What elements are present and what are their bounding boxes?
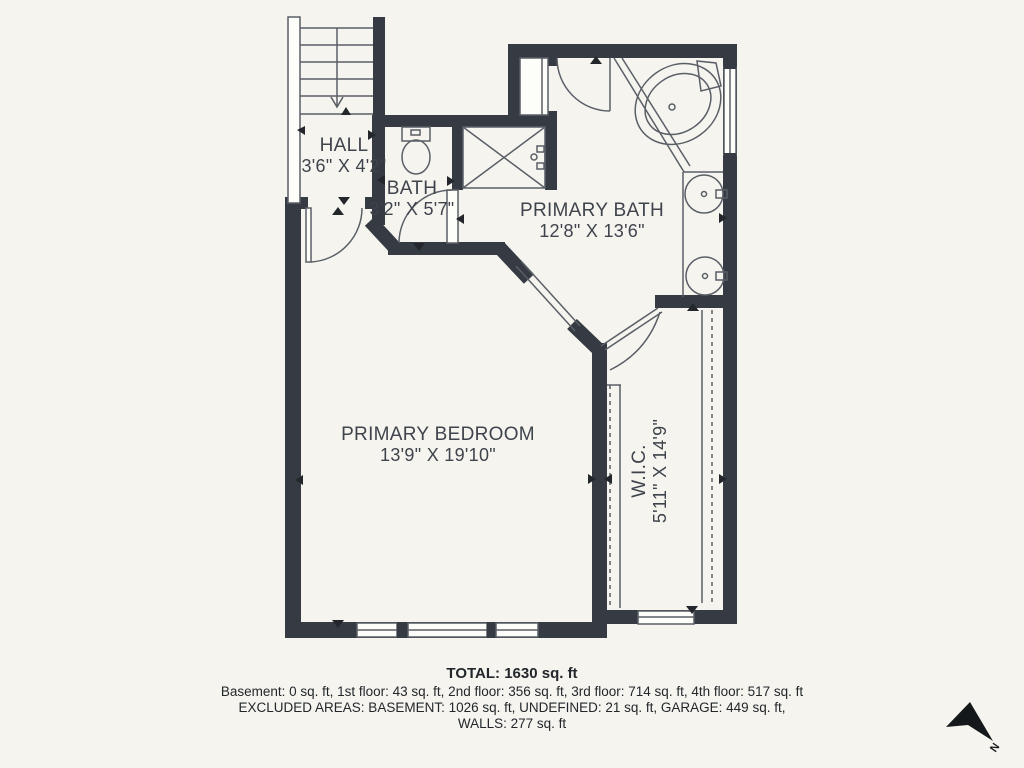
room-label-primary-bath (520, 200, 664, 242)
north-label: N (986, 740, 1002, 754)
room-dimensions: 13'9" X 19'10" (380, 445, 496, 465)
room-name: W.I.C. (629, 444, 650, 498)
window-mullion (397, 622, 408, 638)
window-mullion (487, 622, 496, 638)
entry-niche (520, 58, 548, 115)
floor-areas: Basement: 0 sq. ft, 1st floor: 43 sq. ft, 2nd floor: 356 sq. ft, 3rd floor: 714 sq. ft, 4th floor: 517 sq. ft (220, 684, 804, 699)
sink-icon (686, 257, 724, 295)
room-label-wic (629, 419, 671, 523)
bedroom-window-1 (357, 623, 397, 637)
bedroom-window-2 (408, 623, 487, 637)
walls (285, 17, 737, 638)
room-name: PRIMARY BEDROOM (341, 424, 535, 445)
wic-door (601, 308, 662, 370)
total-area: TOTAL: 1630 sq. ft (446, 665, 578, 682)
toilet-icon (402, 127, 430, 174)
room-dimensions: 12'8" X 13'6" (539, 221, 645, 241)
wic-window (638, 611, 694, 624)
room-name: PRIMARY BATH (519, 200, 665, 221)
room-label-primary-bedroom (341, 424, 535, 466)
room-dimensions: 3'2" X 5'7" (369, 199, 455, 219)
primary-bath-window (724, 64, 736, 158)
room-dimensions: 5'11" X 14'9" (650, 418, 670, 524)
hall-door (306, 208, 362, 262)
excluded-areas: EXCLUDED AREAS: BASEMENT: 1026 sq. ft, UNDEFINED: 21 sq. ft, GARAGE: 449 sq. ft, (238, 700, 786, 715)
primary-bath-door (557, 58, 610, 111)
bedroom-window-3 (496, 623, 538, 637)
room-name: BATH (386, 178, 438, 199)
area-summary (0, 666, 1024, 732)
sink-icon (685, 175, 723, 213)
bathtub-icon (614, 47, 737, 172)
vanity-sinks (683, 172, 727, 297)
room-dimensions: 3'6" X 4'2" (301, 156, 387, 176)
shower-icon (463, 127, 545, 188)
room-name: HALL (319, 135, 369, 156)
room-label-hall (301, 135, 386, 177)
wall-areas: WALLS: 277 sq. ft (457, 716, 567, 731)
room-label-bath (369, 178, 454, 220)
